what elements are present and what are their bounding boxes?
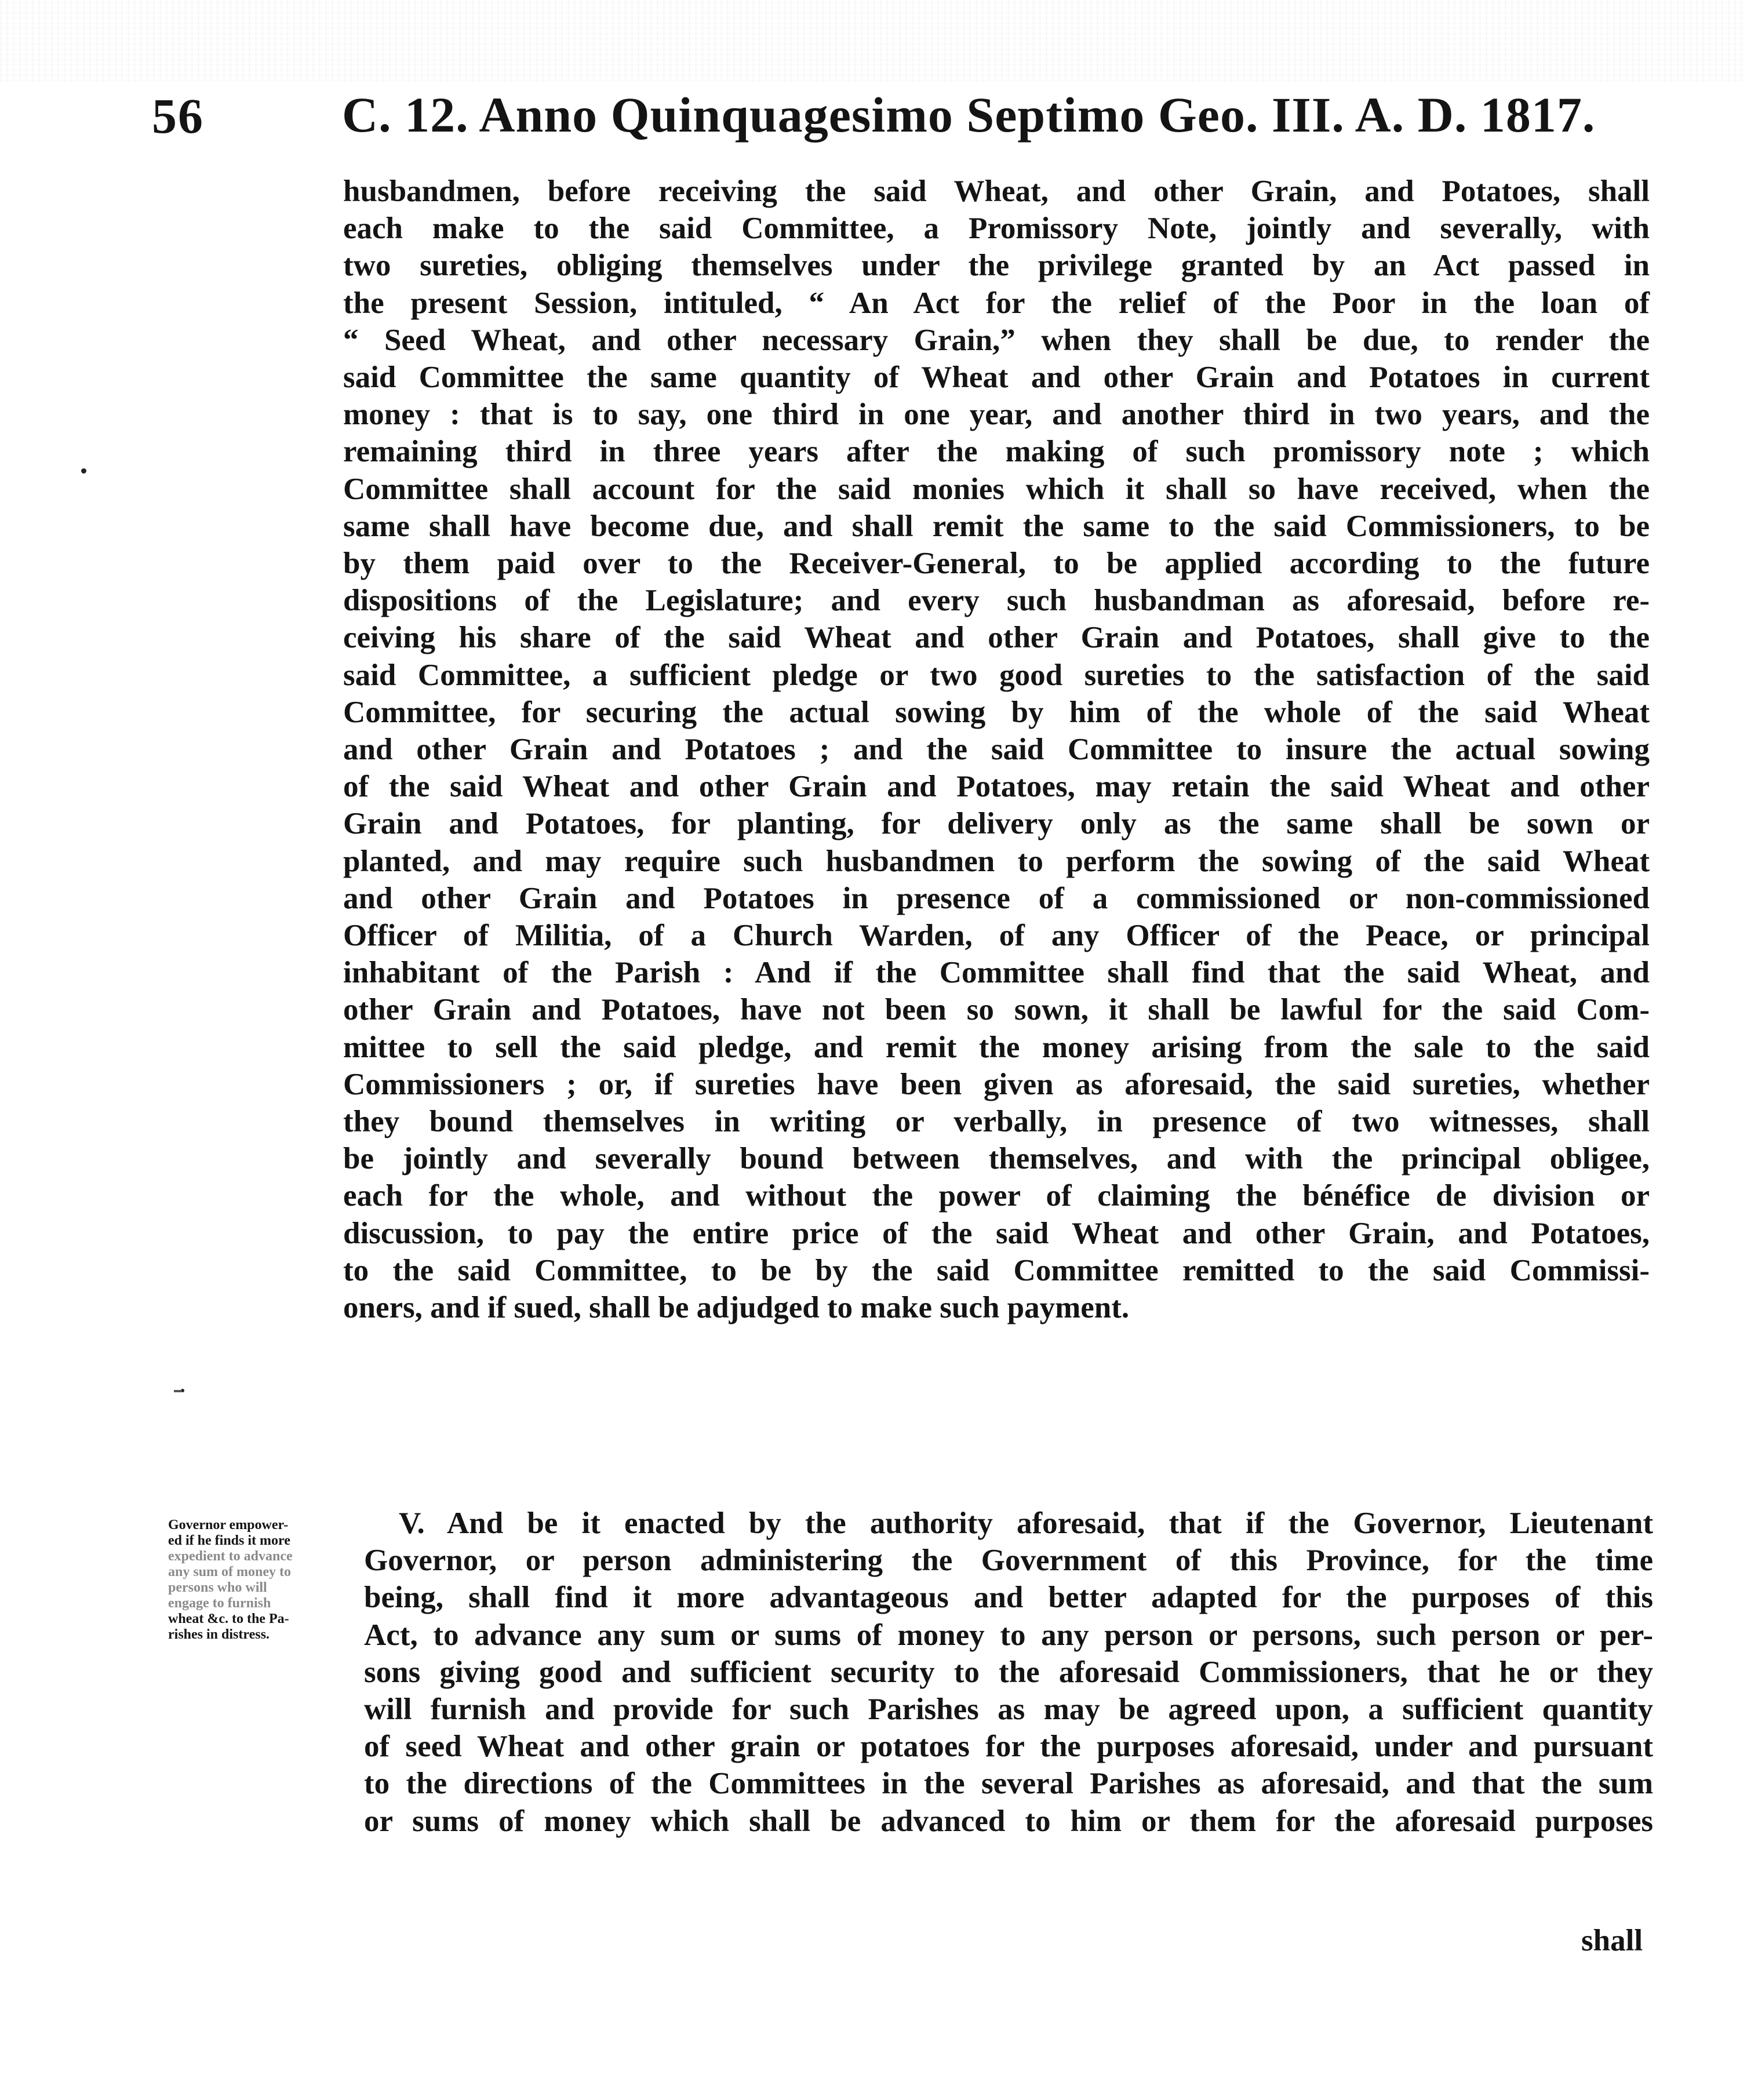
margin-note-line: any sum of money to [168,1564,292,1579]
text-line: Commissioners ; or, if sureties have been given as aforesaid, the said sureties, whether [343,1067,1650,1101]
text-line: ceiving his share of the said Wheat and other Grain and Potatoes, shall give to the [343,621,1650,655]
text-line: to the directions of the Committees in the several Parishes as aforesaid, and that the sum [364,1767,1653,1801]
section-continued-text [343,173,1650,1326]
text-line: of seed Wheat and other grain or potatoes for the purposes aforesaid, under and pursuant [364,1730,1653,1764]
text-line: said Committee the same quantity of Wheat and other Grain and Potatoes in current [343,361,1650,395]
margin-note-line: Governor empower- [168,1517,289,1533]
text-line: Act, to advance any sum or sums of money to any person or persons, such person or per- [364,1618,1653,1652]
text-line: planted, and may require such husbandmen to perform the sowing of the said Wheat [343,844,1650,878]
text-line: will furnish and provide for such Parishes as may be agreed upon, a sufficient quantity [364,1693,1653,1727]
margin-note-line: wheat &c. to the Pa- [168,1611,289,1626]
text-line: and other Grain and Potatoes in presence of a commissioned or non-commissioned [343,881,1650,915]
text-line: dispositions of the Legislature; and every such husbandman as aforesaid, before re- [343,584,1650,618]
text-line: they bound themselves in writing or verbally, in presence of two witnesses, shall [343,1105,1650,1139]
text-line: remaining third in three years after the making of such promissory note ; which [343,435,1650,469]
margin-note-line: engage to furnish [168,1596,271,1611]
margin-note-line: ed if he finds it more [168,1533,290,1548]
margin-note-line: expedient to advance [168,1549,293,1564]
running-title: C. 12. Anno Quinquagesimo Septimo Geo. III. A. D. 1817. [342,87,1596,143]
text-line: of the said Wheat and other Grain and Potatoes, may retain the said Wheat and other [343,770,1650,804]
margin-note-line: rishes in distress. [168,1627,270,1642]
ink-speck [81,468,86,474]
margin-note [168,1517,349,1643]
text-line: by them paid over to the Receiver-General, to be applied according to the future [343,547,1650,581]
text-line: Governor, or person administering the Government of this Province, for the time [364,1544,1653,1578]
text-line: husbandmen, before receiving the said Wheat, and other Grain, and Potatoes, shall [343,174,1650,208]
catchword: shall [1581,1924,1643,1957]
text-line: being, shall find it more advantageous and better adapted for the purposes of this [364,1581,1653,1615]
text-line: Committee, for securing the actual sowing by him of the whole of the said Wheat [343,695,1650,729]
text-line: or sums of money which shall be advanced to him or them for the aforesaid purposes [364,1804,1653,1838]
scan-noise-band [0,0,1747,81]
text-line: each for the whole, and without the power of claiming the bénéfice de division or [343,1179,1650,1213]
section-v-text [364,1505,1653,1840]
text-line: oners, and if sued, shall be adjudged to make such payment. [343,1291,1130,1325]
text-line: inhabitant of the Parish : And if the Committee shall find that the said Wheat, and [343,956,1650,990]
text-line: to the said Committee, to be by the said Committee remitted to the said Commissi- [343,1253,1650,1287]
text-line: Officer of Militia, of a Church Warden, of any Officer of the Peace, or principal [343,919,1650,953]
text-line: V. And be it enacted by the authority aforesaid, that if the Governor, Lieutenant [399,1506,1653,1540]
margin-note-line: persons who will [168,1580,267,1595]
text-line: two sureties, obliging themselves under the privilege granted by an Act passed in [343,249,1650,283]
text-line: mittee to sell the said pledge, and remit the money arising from the sale to the said [343,1030,1650,1064]
text-line: discussion, to pay the entire price of the said Wheat and other Grain, and Potatoes, [343,1216,1650,1250]
ink-mark [174,1390,182,1392]
text-line: other Grain and Potatoes, have not been so sown, it shall be lawful for the said Com- [343,993,1650,1027]
text-line: sons giving good and sufficient security to the aforesaid Commissioners, that he or they [364,1655,1653,1689]
text-line: each make to the said Committee, a Promissory Note, jointly and severally, with [343,212,1650,246]
text-line: be jointly and severally bound between themselves, and with the principal obligee, [343,1142,1650,1176]
page-number: 56 [152,88,204,144]
text-line: same shall have become due, and shall remit the same to the said Commissioners, to be [343,509,1650,543]
text-line: and other Grain and Potatoes ; and the said Committee to insure the actual sowing [343,733,1650,767]
text-line: Committee shall account for the said monies which it shall so have received, when the [343,472,1650,506]
text-line: money : that is to say, one third in one year, and another third in two years, and the [343,398,1650,432]
text-line: said Committee, a sufficient pledge or two good sureties to the satisfaction of the said [343,658,1650,692]
text-line: the present Session, intituled, “ An Act for the relief of the Poor in the loan of [343,286,1650,320]
text-line: Grain and Potatoes, for planting, for delivery only as the same shall be sown or [343,807,1650,841]
text-line: “ Seed Wheat, and other necessary Grain,” when they shall be due, to render the [343,323,1650,357]
